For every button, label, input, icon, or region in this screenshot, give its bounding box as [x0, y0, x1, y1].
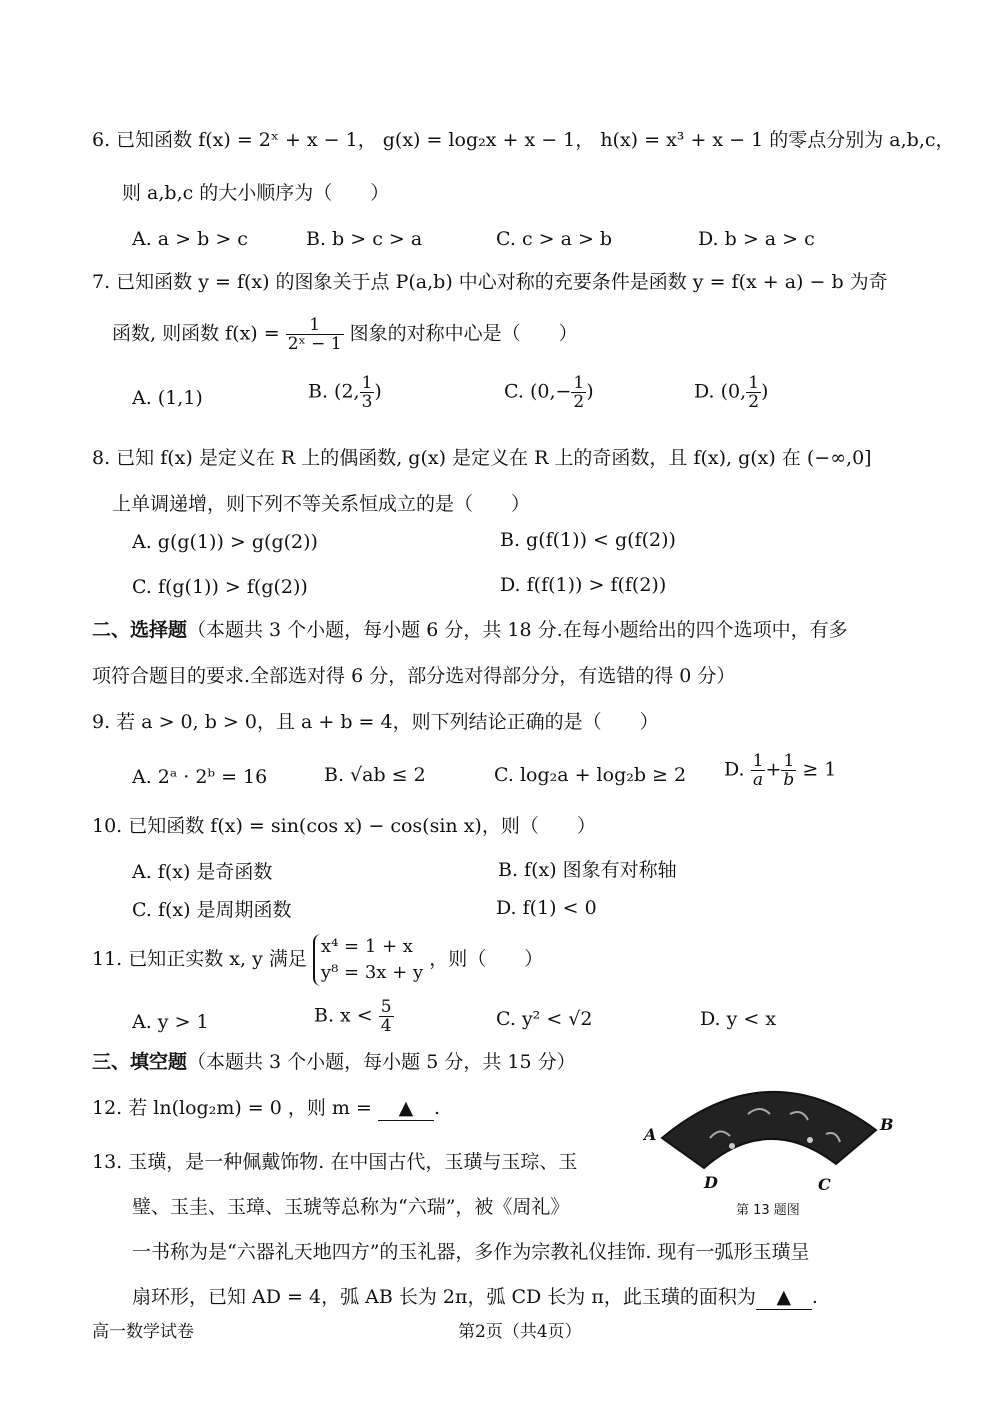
q13-stem-line3: 一书称为是“六器礼天地四方”的玉礼器，多作为宗教礼仪挂饰. 现有一弧形玉璜呈	[132, 1241, 810, 1263]
q10-option-c: C. f(x) 是周期函数	[132, 899, 292, 921]
q9-option-d	[724, 752, 836, 789]
q7-b-den: 3	[361, 392, 373, 412]
q10-option-d: D. f(1) < 0	[496, 897, 597, 919]
q7-d-post: )	[761, 380, 769, 403]
q9-d-den2: b	[783, 770, 795, 790]
q10-option-a: A. f(x) 是奇函数	[132, 861, 273, 883]
q6-option-a: A. a > b > c	[132, 228, 248, 250]
q6-option-c: C. c > a > b	[496, 228, 613, 250]
q7-c-den: 2	[573, 392, 585, 412]
q7-b-num: 1	[361, 373, 373, 393]
jade-label-d: D	[704, 1173, 718, 1192]
q12-answer-blank: ▲	[378, 1096, 434, 1121]
q9-d-num2: 1	[781, 752, 796, 771]
jade-label-c: C	[818, 1175, 831, 1194]
q11-stem-pre: 11. 已知正实数 x, y 满足	[92, 948, 307, 970]
q9-option-a: A. 2ᵃ · 2ᵇ = 16	[132, 766, 268, 788]
q11-b-den: 4	[380, 1016, 392, 1036]
q7-stem-pre: 函数, 则函数 f(x) =	[112, 322, 280, 345]
q11-option-a: A. y > 1	[132, 1011, 209, 1033]
q8-option-d: D. f(f(1)) > f(f(2))	[500, 574, 667, 596]
figure-caption: 第 13 题图	[736, 1203, 800, 1218]
q13-stem-line4	[132, 1285, 818, 1310]
q9-d-plus: +	[765, 758, 782, 781]
q7-c-num: 1	[573, 373, 585, 393]
q7-frac-den: 2ˣ − 1	[287, 334, 342, 354]
q11-equation-system	[313, 934, 423, 986]
section-2-text1: （本题共 3 个小题，每小题 6 分，共 18 分.在每小题给出的四个选项中，有多	[187, 619, 848, 641]
q9-d-post: ≥ 1	[802, 758, 837, 781]
section-3-title: 三、填空题	[92, 1051, 188, 1073]
section-2-text2: 项符合题目的要求.全部选对得 6 分，部分选对得部分分，有选错的得 0 分）	[92, 665, 736, 687]
section-3-heading	[92, 1050, 576, 1074]
q13-answer-blank: ▲	[756, 1285, 812, 1310]
footer-title: 高一数学试卷	[92, 1322, 194, 1342]
q7-frac-num: 1	[286, 316, 344, 335]
q11-b-num: 5	[380, 997, 392, 1017]
q7-c-pre: C. (0,−	[504, 380, 572, 403]
q10-option-b: B. f(x) 图象有对称轴	[498, 859, 677, 881]
q13-jade-figure	[640, 1080, 900, 1220]
q9-d-num1: 1	[752, 751, 764, 771]
q8-stem-line2: 上单调递增，则下列不等关系恒成立的是（ ）	[112, 493, 531, 515]
q11-option-c: C. y² < √2	[496, 1008, 593, 1030]
q7-b-pre: B. (2,	[308, 380, 360, 403]
section-2-heading	[92, 618, 848, 642]
q12-stem	[92, 1096, 440, 1121]
section-2-title: 二、选择题	[92, 619, 188, 641]
jade-pattern-dot-2	[807, 1137, 813, 1143]
q7-d-den: 2	[748, 392, 760, 412]
q11-b-pre: B. x <	[314, 1004, 373, 1027]
q12-stem-pre: 12. 若 ln(log₂m) = 0 ，则 m =	[92, 1097, 372, 1119]
q9-d-den1: a	[753, 770, 764, 790]
q6-stem-line2: 则 a,b,c 的大小顺序为（ ）	[122, 182, 390, 204]
q6-option-b: B. b > c > a	[306, 228, 423, 250]
jade-annular-sector	[662, 1092, 876, 1168]
q7-d-num: 1	[748, 373, 760, 393]
q10-stem: 10. 已知函数 f(x) = sin(cos x) − cos(sin x)，则（ ）	[92, 815, 596, 837]
q11-stem-post: ，则（ ）	[429, 948, 544, 970]
q7-option-b	[308, 374, 382, 411]
q7-stem-line1: 7. 已知函数 y = f(x) 的图象关于点 P(a,b) 中心对称的充要条件是函数 y = f(x + a) − b 为奇	[92, 271, 888, 293]
q9-stem: 9. 若 a > 0, b > 0，且 a + b = 4，则下列结论正确的是（ ）	[92, 711, 659, 733]
q11-option-d: D. y < x	[700, 1008, 777, 1030]
q11-option-b	[314, 998, 394, 1035]
q13-stem-line4-post: .	[811, 1286, 818, 1308]
q6-option-d: D. b > a > c	[698, 228, 815, 250]
q7-option-d	[694, 374, 768, 411]
q8-stem-line1: 8. 已知 f(x) 是定义在 R 上的偶函数, g(x) 是定义在 R 上的奇函数，且 f(x), g(x) 在 (−∞,0]	[92, 447, 872, 469]
q12-stem-post: .	[433, 1097, 440, 1119]
q11-stem	[92, 934, 543, 986]
q9-d-pre: D.	[724, 758, 745, 781]
q6-stem-line1: 6. 已知函数 f(x) = 2ˣ + x − 1， g(x) = log₂x + x − 1， h(x) = x³ + x − 1 的零点分别为 a,b,c，	[92, 129, 955, 151]
q9-option-c: C. log₂a + log₂b ≥ 2	[494, 764, 687, 786]
q7-b-post: )	[374, 380, 382, 403]
q11-eq1: x⁴ = 1 + x	[320, 936, 413, 957]
q13-stem-line4-pre: 扇环形，已知 AD = 4，弧 AB 长为 2π，弧 CD 长为 π，此玉璜的面积为	[132, 1286, 756, 1308]
q7-stem-line2	[112, 316, 578, 353]
q7-c-post: )	[586, 380, 594, 403]
q7-option-c	[504, 374, 594, 411]
q11-eq2: y⁸ = 3x + y	[320, 962, 424, 983]
q7-d-pre: D. (0,	[694, 380, 747, 403]
jade-label-b: B	[880, 1115, 894, 1134]
q9-option-b: B. √ab ≤ 2	[324, 764, 426, 786]
section-3-text: （本题共 3 个小题，每小题 5 分，共 15 分）	[187, 1051, 576, 1073]
q7-option-a: A. (1,1)	[132, 387, 203, 409]
q8-option-b: B. g(f(1)) < g(f(2))	[500, 529, 676, 551]
q7-fraction	[286, 316, 344, 353]
jade-label-a: A	[644, 1125, 657, 1144]
q13-stem-line1: 13. 玉璜，是一种佩戴饰物. 在中国古代，玉璜与玉琮、玉	[92, 1151, 578, 1173]
footer-page-number: 第2页（共4页）	[458, 1322, 582, 1342]
jade-pattern-dot-1	[729, 1143, 735, 1149]
q8-option-a: A. g(g(1)) > g(g(2))	[132, 531, 318, 553]
q7-stem-post: 图象的对称中心是（ ）	[349, 322, 578, 345]
q13-stem-line2: 璧、玉圭、玉璋、玉琥等总称为“六瑞”，被《周礼》	[132, 1196, 570, 1218]
q8-option-c: C. f(g(1)) > f(g(2))	[132, 576, 308, 598]
